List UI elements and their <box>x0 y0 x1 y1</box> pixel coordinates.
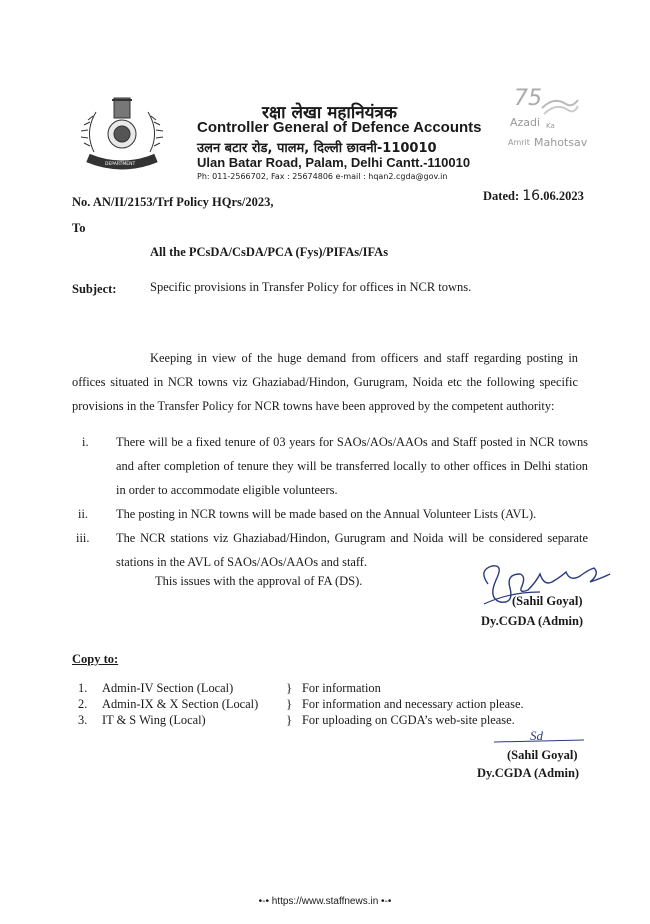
org-title-english: Controller General of Defence Accounts <box>197 119 482 136</box>
sd-mark <box>492 728 586 748</box>
logo-text-azadi: Azadi <box>510 116 541 129</box>
point-item <box>78 502 588 526</box>
copy-item-number: 1. <box>78 681 88 695</box>
azadi-logo <box>506 86 588 170</box>
copy-item-name: Admin-IX & X Section (Local) <box>102 697 259 711</box>
copy-item-name: Admin-IV Section (Local) <box>102 681 234 695</box>
emblem-logo <box>74 92 170 176</box>
signatory-designation: Dy.CGDA (Admin) <box>481 614 584 628</box>
point-text: There will be a fixed tenure of 03 years for SAOs/AOs/AAOs and Staff posted in NCR towns and after completion of tenure they will be transferred locally to other offices in Delhi station in order to accommodate eligible volunteers. <box>116 435 588 497</box>
copy-item-name: IT & S Wing (Local) <box>102 713 206 727</box>
point-item <box>82 430 588 502</box>
brace-icon: } <box>286 712 293 727</box>
logo-text-amrit: Amrit <box>508 138 530 147</box>
date-day: 16 <box>522 188 541 204</box>
contact-line: Ph: 011-2566702, Fax : 25674806 e-mail : hqan2.cgda@gov.in <box>197 172 448 181</box>
logo-number: 75 <box>514 86 542 111</box>
sd-text: Sd <box>530 728 543 743</box>
address-english: Ulan Batar Road, Palam, Delhi Cantt.-110010 <box>197 155 471 170</box>
brace-icon: } <box>286 696 293 711</box>
point-text: The NCR stations viz Ghaziabad/Hindon, Gurugram and Noida will be considered separate stations in the AVL of SAOs/AOs/AAOs and staff. <box>116 531 588 569</box>
body-paragraph: Keeping in view of the huge demand from officers and staff regarding posting in offices situated in NCR towns viz Ghaziabad/Hindon, Gurugram, Noida etc the following specific provisions in the Transfer Policy for NCR towns have been approved by the competent authority: <box>72 351 578 413</box>
subject-text: Specific provisions in Transfer Policy for offices in NCR towns. <box>150 280 472 294</box>
brace-icon: } <box>286 680 293 695</box>
logo-text-mahotsav: Mahotsav <box>534 136 588 149</box>
address-hindi: उलन बटार रोड, पालम, दिल्ली छावनी-110010 <box>197 141 437 156</box>
copy-item-purpose: For information <box>302 681 381 695</box>
org-title-hindi: रक्षा लेखा महानियंत्रक <box>262 103 397 123</box>
emblem-banner-text: DEPARTMENT <box>105 162 136 167</box>
copy-item-number: 2. <box>78 697 88 711</box>
copy-signatory-name: (Sahil Goyal) <box>507 748 578 762</box>
point-text: The posting in NCR towns will be made based on the Annual Volunteer Lists (AVL). <box>116 507 537 521</box>
signatory-name: (Sahil Goyal) <box>512 594 583 608</box>
subject-label: Subject: <box>72 282 117 296</box>
to-label: To <box>72 221 86 235</box>
copy-signatory-designation: Dy.CGDA (Admin) <box>477 766 580 780</box>
logo-flag-icon <box>540 94 580 118</box>
copy-item <box>78 697 578 713</box>
point-number: iii. <box>76 531 90 545</box>
date-label: Dated: <box>483 189 520 203</box>
copy-item-purpose: For uploading on CGDA’s web-site please. <box>302 713 515 727</box>
copy-to-label: Copy to: <box>72 652 119 666</box>
footer-source: •-• https://www.staffnews.in •-• <box>258 896 392 907</box>
sd-underline-icon <box>492 728 586 748</box>
copy-item-purpose: For information and necessary action please. <box>302 697 524 711</box>
approval-line: This issues with the approval of FA (DS). <box>155 574 363 588</box>
copy-item-number: 3. <box>78 713 88 727</box>
copy-item <box>78 713 578 729</box>
date-line <box>483 188 584 204</box>
addressee: All the PCsDA/CsDA/PCA (Fys)/PIFAs/IFAs <box>150 245 389 259</box>
point-number: i. <box>82 435 89 449</box>
logo-text-ka: Ka <box>546 122 555 130</box>
point-number: ii. <box>78 507 88 521</box>
copy-item <box>78 681 578 697</box>
date-rest: .06.2023 <box>540 189 584 203</box>
reference-number: No. AN/II/2153/Trf Policy HQrs/2023, <box>72 195 274 209</box>
